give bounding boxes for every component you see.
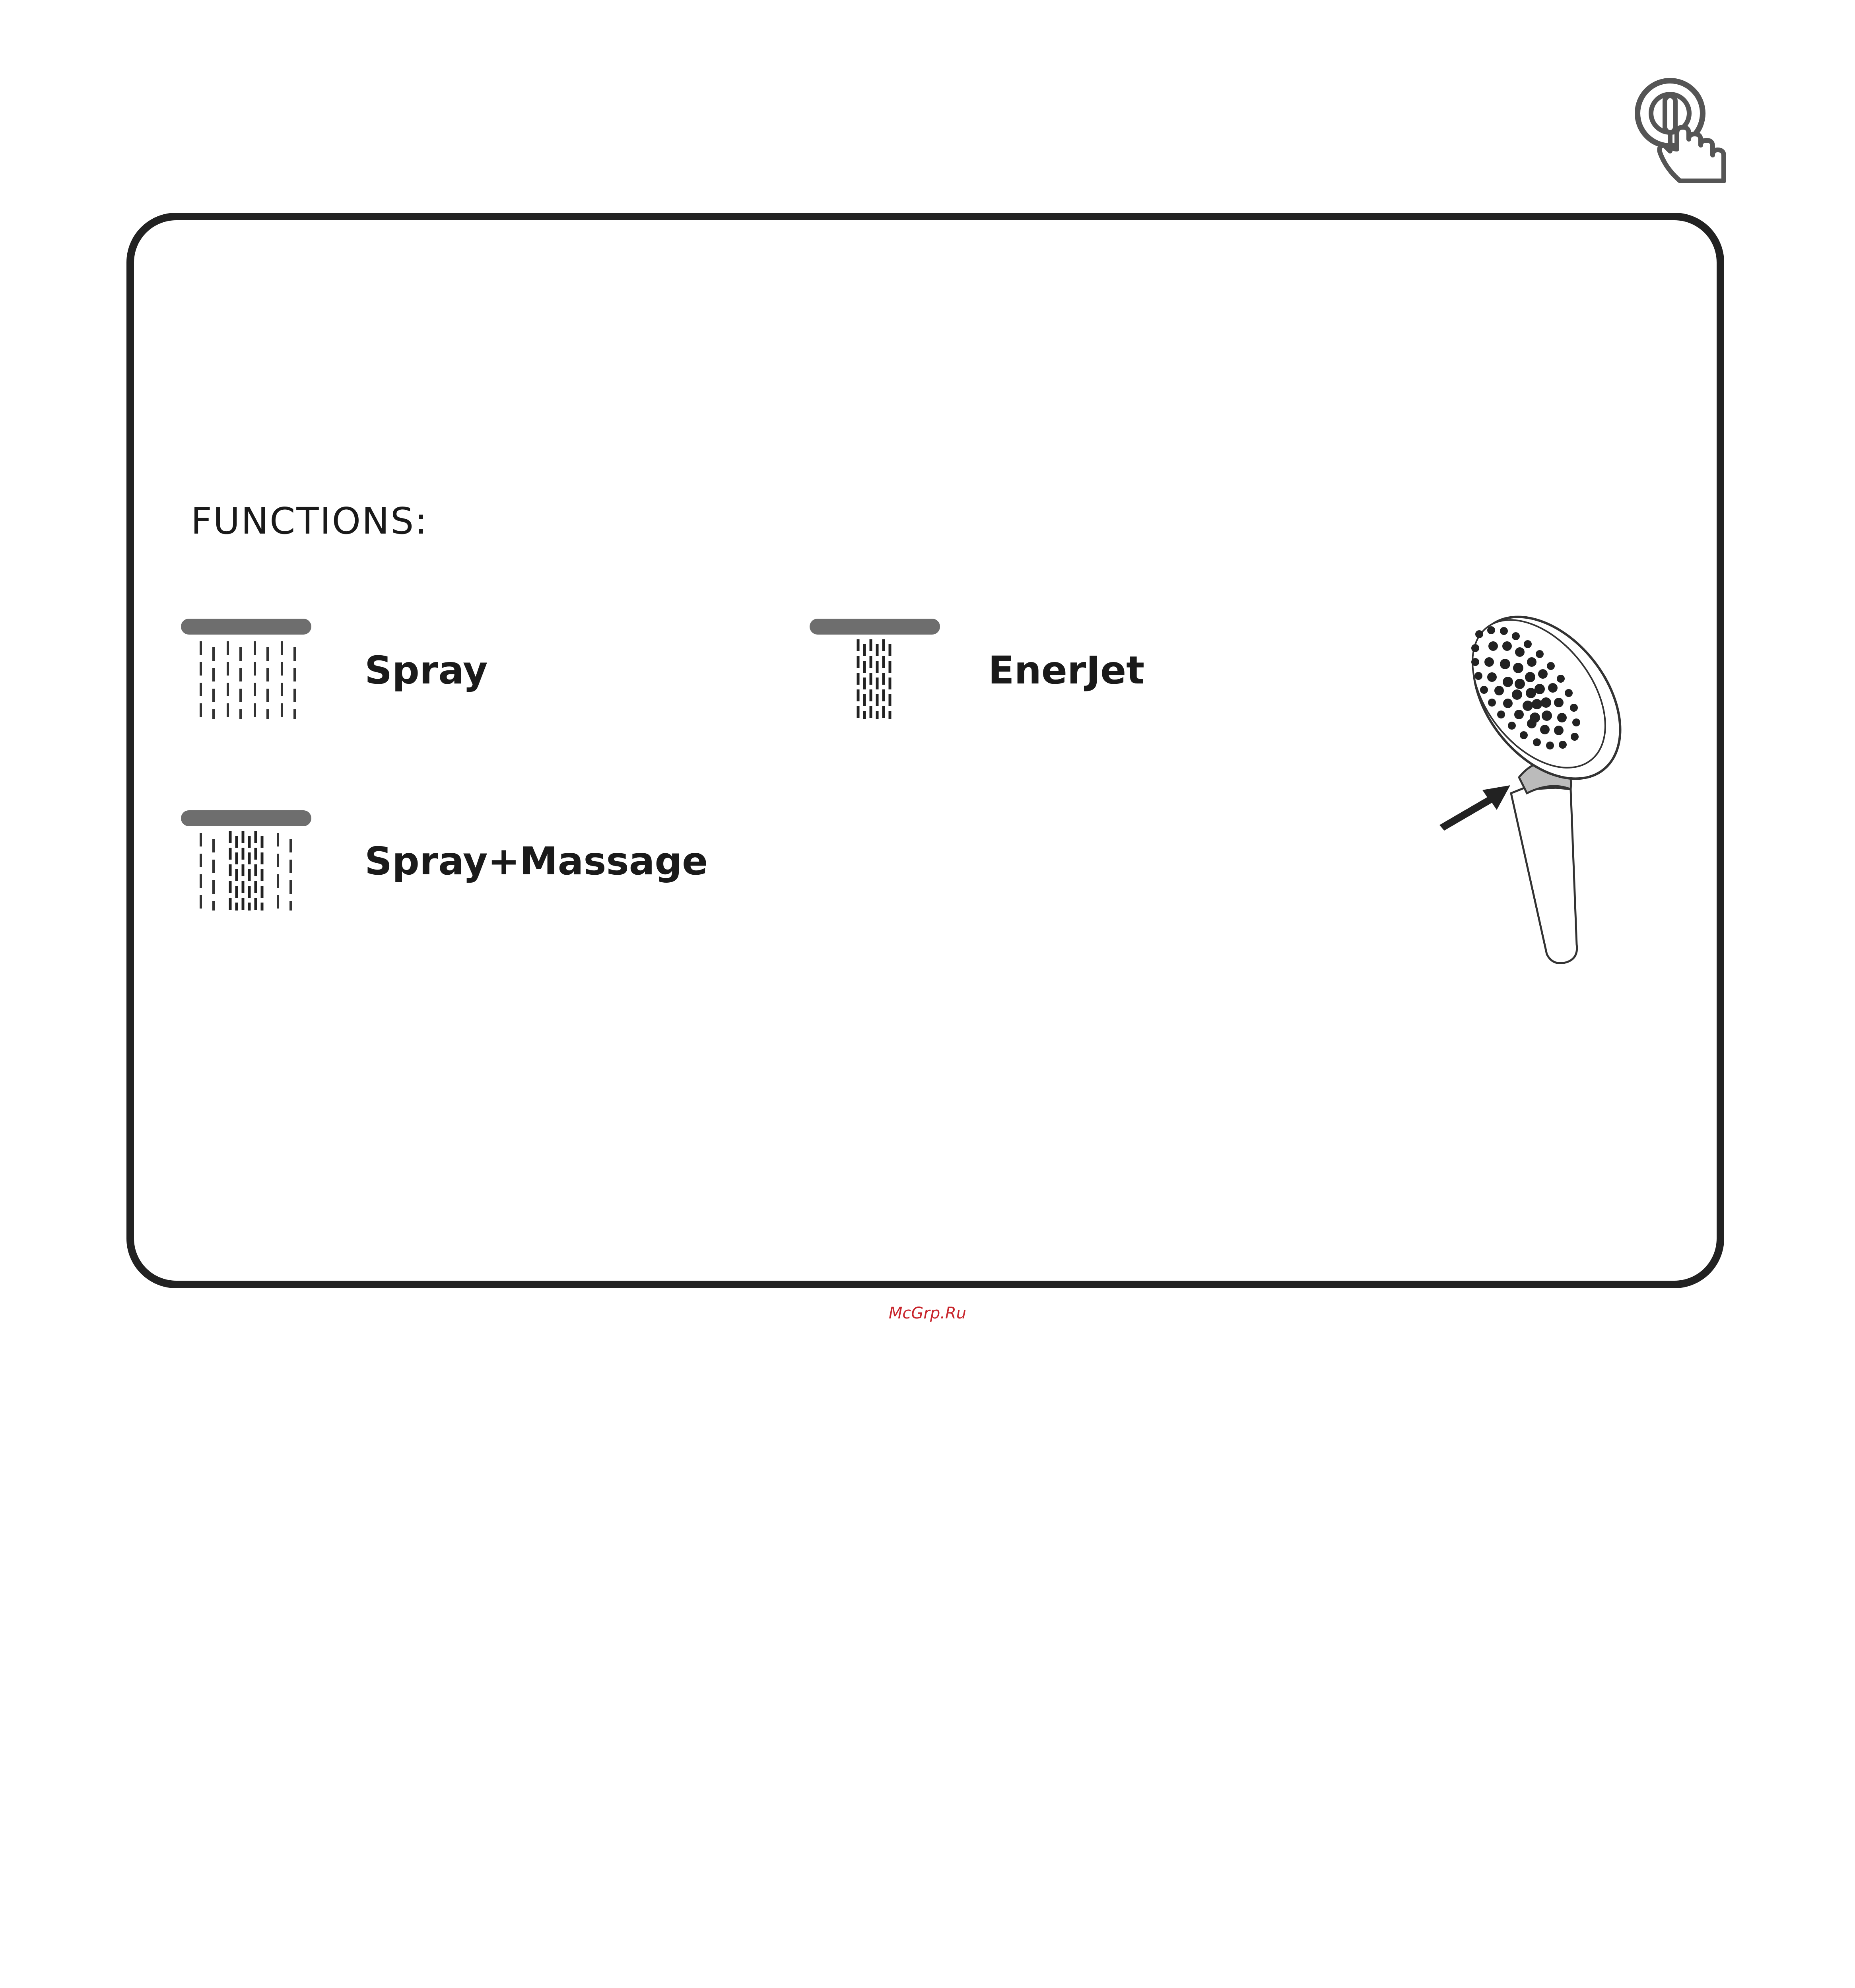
spray-icon — [177, 615, 312, 719]
spray-massage-icon — [177, 807, 312, 911]
function-label-spray: Spray — [365, 648, 488, 693]
touch-hand-icon — [1632, 74, 1736, 185]
watermark: McGrp.Ru — [888, 1304, 967, 1322]
function-label-spray-massage: Spray+Massage — [365, 839, 708, 883]
function-label-enerjet: EnerJet — [988, 648, 1145, 693]
enerjet-icon — [807, 615, 942, 719]
section-heading: FUNCTIONS: — [191, 500, 429, 542]
hand-shower-illustration — [1416, 586, 1646, 968]
press-arrow-icon — [1439, 785, 1510, 831]
